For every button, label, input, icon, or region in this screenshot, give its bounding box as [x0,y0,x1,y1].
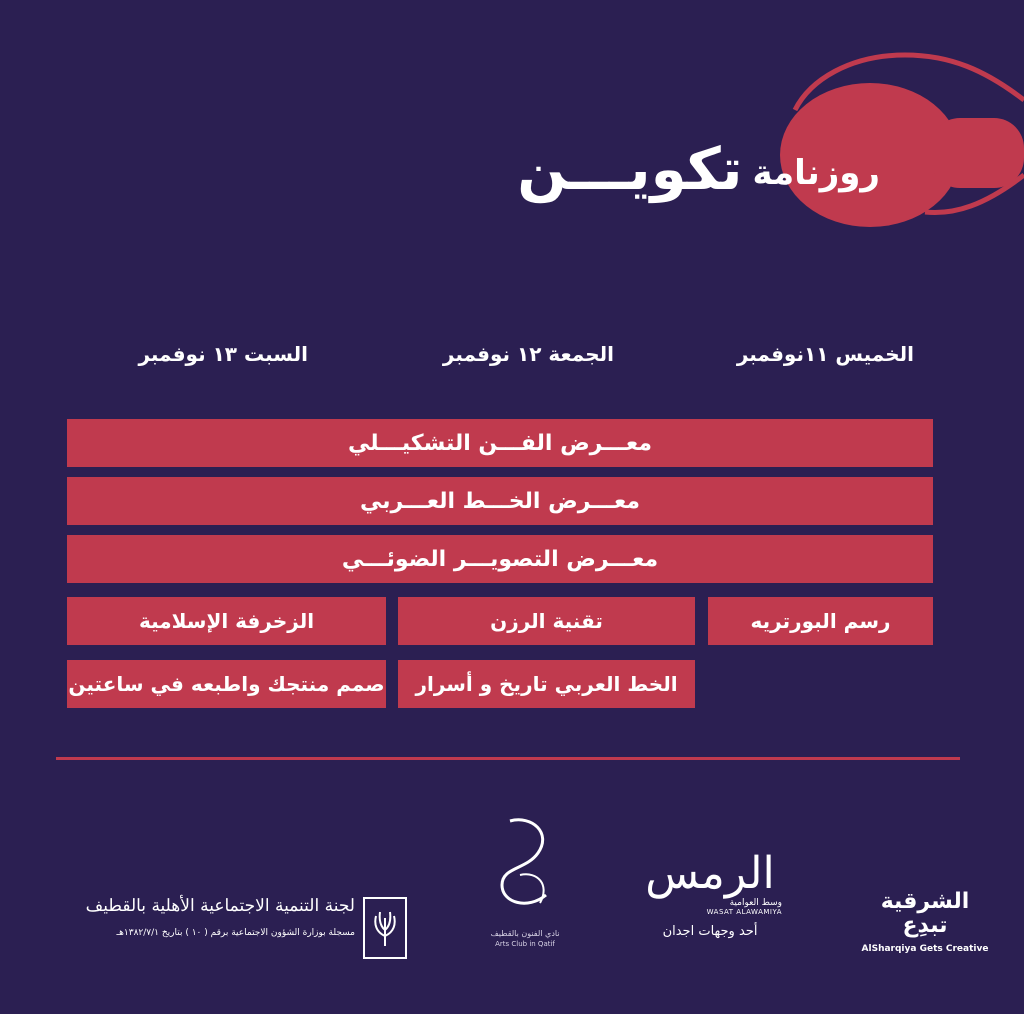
rams-tagline: أحد وجهات اجدان [662,924,758,940]
title-small: روزنامة [752,153,880,193]
day-friday: الجمعة ١٢ نوفمبر [442,342,614,366]
day-saturday: السبت ١٣ نوفمبر [138,342,308,366]
sharqiya-logo-ar: الشرقية تبدِع [880,889,970,939]
sharqiya-logo-en: AlSharqiya Gets Creative [861,944,989,955]
event-photography-exhibition [67,535,933,583]
event-resin-technique [398,597,695,645]
sharqiya-logo [860,890,990,970]
title-big: تكويـــن [517,135,743,203]
funoon-logo-en: Arts Club in Qatif [495,940,555,948]
event-label: الزخرفة الإسلامية [138,609,315,633]
event-label: تقنية الرزن [490,609,603,633]
event-label: الخط العربي تاريخ و أسرار [415,672,678,696]
wheat-icon [370,906,400,950]
rams-logo [620,850,800,970]
event-art-exhibition [67,419,933,467]
rams-logo-sub-ar: وسط العوامية [729,898,782,909]
event-label: رسم البورتريه [750,609,891,633]
event-design-print [67,660,386,708]
day-thursday: الخميس ١١نوفمبر [736,342,914,366]
funoon-logo [480,815,570,975]
event-calligraphy-exhibition [67,477,933,525]
committee-logo [40,896,355,966]
rams-logo-mark: الرمس [645,848,775,899]
committee-sub: مسجلة بوزارة الشؤون الاجتماعية برقم ( ١٠ ) بتاريخ ١٣٨٢/٧/١هـ [116,928,355,938]
event-arabic-calligraphy-history [398,660,695,708]
committee-emblem [363,897,407,959]
committee-title: لجنة التنمية الاجتماعية الأهلية بالقطيف [85,896,355,916]
event-portrait-drawing [708,597,933,645]
event-label: معـــرض التصويـــر الضوئـــي [341,546,659,572]
event-label: معـــرض الخـــط العـــربي [360,488,640,514]
event-islamic-ornament [67,597,386,645]
rams-logo-en: WASAT ALAWAMIYA [706,908,782,917]
funoon-logo-mark [480,815,570,925]
divider [56,757,960,760]
event-label: معـــرض الفـــن التشكيـــلي [348,430,652,456]
funoon-logo-ar: نادي الفنون بالقطيف [490,929,560,938]
page-title [400,118,880,203]
event-label: صمم منتجك واطبعه في ساعتين [68,672,385,696]
